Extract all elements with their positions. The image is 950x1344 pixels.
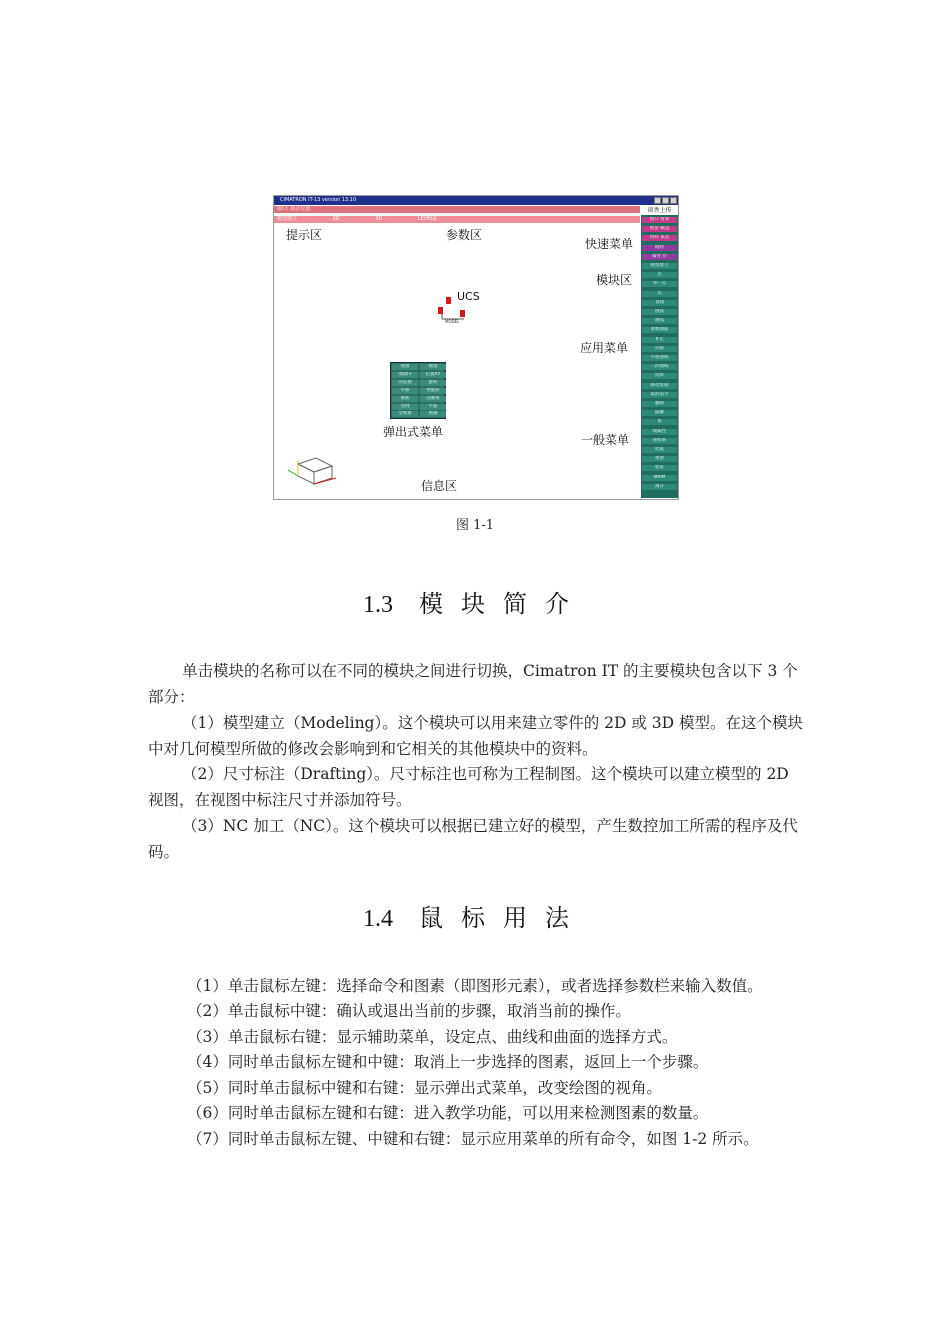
side-menu-item[interactable]: 验证 — [642, 465, 677, 471]
axis-box-icon — [284, 454, 344, 486]
popup-menu-item[interactable]: 动态视 — [392, 380, 418, 386]
label-quick-menu: 快速菜单 — [585, 237, 634, 251]
section-heading — [0, 584, 950, 619]
close-icon — [670, 197, 677, 204]
popup-menu-item[interactable]: 比例 — [392, 404, 418, 410]
svg-text:MODEL: MODEL — [445, 319, 460, 323]
module-item: （2）尺寸标注（Drafting）。尺寸标注也可称为工程制图。这个模块可以建立模型的 2D 视图，在视图中标注尺寸并添加符号。 — [148, 765, 789, 809]
side-menu-item[interactable]: 隐藏 — [642, 410, 677, 416]
module-item: （1）模型建立（Modeling）。这个模块可以用来建立零件的 2D 或 3D 模型。在这个模块中对几何模型所做的修改会影响到和它相关的其他模块中的资料。 — [148, 714, 804, 758]
param-field: LEVEL0 — [417, 216, 437, 222]
mouse-usage-item: （2）单击鼠标中键：确认或退出当前的步骤，取消当前的操作。 — [187, 1002, 631, 1020]
side-menu-item[interactable]: 单一点 — [642, 281, 677, 287]
popup-menu-item[interactable]: -缩放+ — [392, 372, 418, 378]
label-app-menu: 应用菜单 — [580, 341, 629, 355]
side-menu-item[interactable]: 离开 — [642, 484, 677, 490]
side-menu-item[interactable]: 线特 — [642, 245, 677, 251]
mouse-usage-item: （7）同时单击鼠标左键、中键和右键：显示应用菜单的所有命令，如图 1-2 所示。 — [187, 1130, 759, 1148]
label-general-menu: 一般菜单 — [581, 433, 630, 447]
minimize-icon — [654, 197, 661, 204]
popup-menu-item[interactable]: 物旋转 — [420, 388, 446, 394]
side-menu-item[interactable]: 平面曲线 — [642, 355, 677, 361]
side-menu-item[interactable]: 档案 — [642, 447, 677, 453]
section-heading — [0, 898, 950, 933]
side-menu-item[interactable]: 点 — [642, 291, 677, 297]
label-module-area: 模块区 — [596, 273, 633, 287]
label-param-area: 参数区 — [446, 228, 483, 242]
popup-menu — [390, 362, 446, 419]
side-menu-item[interactable]: 模型建立 — [642, 263, 677, 269]
label-info-area: 信息区 — [421, 479, 458, 493]
side-top-label: 窗香上传 — [641, 206, 678, 215]
side-menu-item[interactable]: 资料 讯息 — [642, 235, 677, 241]
param-field: 3D — [332, 216, 340, 222]
param-field: 3D — [375, 216, 383, 222]
param-field: 模型建立 — [277, 216, 298, 222]
side-menu-item[interactable]: 直线 — [642, 300, 677, 306]
side-menu-item[interactable]: 窗口 看菜 — [642, 217, 677, 223]
window-titlebar — [274, 196, 678, 205]
mouse-usage-item: （4）同时单击鼠标左键和中键：取消上一步选择的图素，返回上一个步骤。 — [187, 1053, 709, 1071]
side-menu-item[interactable]: 属性 层 — [642, 254, 677, 260]
mouse-usage-item: （6）同时单击鼠标左键和右键：进入教学功能，可以用来检测图素的数量。 — [187, 1104, 709, 1122]
section-title: 模块简介 — [419, 590, 587, 618]
mouse-usage-item: （1）单击鼠标左键：选择命令和图素（即图形元素），或者选择参数栏来输入数值。 — [187, 977, 763, 995]
label-ucs: UCS — [457, 290, 480, 303]
side-menu-item[interactable]: 点 — [642, 272, 677, 278]
side-menu-item[interactable]: 移动复制 — [642, 383, 677, 389]
side-menu-item[interactable]: 显 — [642, 419, 677, 425]
section-number: 1.3 — [363, 592, 393, 618]
side-menu-item[interactable]: 取消前令 — [642, 392, 677, 398]
ucs-icon — [434, 297, 470, 323]
popup-menu-item[interactable]: 平面 — [420, 404, 446, 410]
side-menu-item[interactable]: 补正 — [642, 337, 677, 343]
side-menu-item[interactable]: 投影 — [642, 373, 677, 379]
side-menu — [641, 215, 678, 498]
section-title: 鼠标用法 — [419, 904, 587, 932]
popup-menu-item[interactable]: 视角 — [420, 364, 446, 370]
side-menu-item[interactable]: 删除 — [642, 401, 677, 407]
popup-menu-item[interactable]: 重新 — [392, 396, 418, 402]
figure-caption: 图 1-1 — [455, 518, 495, 533]
side-menu-item[interactable]: 线属性 — [642, 429, 677, 435]
window-controls — [654, 197, 677, 204]
label-popup-menu: 弹出式菜单 — [383, 425, 444, 439]
maximize-icon — [662, 197, 669, 204]
side-menu-item[interactable]: MPIM — [642, 475, 677, 481]
popup-menu-item[interactable]: 全视窗 — [392, 411, 418, 417]
param-bar — [274, 216, 640, 223]
popup-menu-item[interactable]: 重画 — [420, 411, 446, 417]
mouse-usage-item: （3）单击鼠标右键：显示辅助菜单，设定点、曲线和曲面的选择方式。 — [187, 1028, 678, 1046]
popup-menu-item[interactable]: 平移 — [392, 388, 418, 394]
popup-menu-item[interactable]: 位置XY — [420, 372, 446, 378]
side-menu-item[interactable]: 参数曲面 — [642, 327, 677, 333]
side-menu-item[interactable]: 扫掠 — [642, 346, 677, 352]
popup-menu-item[interactable]: 视窗 — [392, 364, 418, 370]
section-number: 1.4 — [363, 906, 393, 932]
figure-screenshot — [273, 195, 679, 500]
side-menu-item[interactable]: 圆弧 — [642, 309, 677, 315]
side-menu-item[interactable]: 画弧 — [642, 318, 677, 324]
popup-menu-item[interactable]: 动画角 — [420, 396, 446, 402]
side-menu-item[interactable]: 视显 赋设 — [642, 226, 677, 232]
label-prompt-area: 提示区 — [286, 228, 323, 242]
section-intro: 单击模块的名称可以在不同的模块之间进行切换，Cimatron IT 的主要模块包含以下 3 个部分： — [148, 662, 798, 706]
window-title: CIMATRON IT-13 version 13.10 — [280, 197, 357, 203]
mouse-usage-item: （5）同时单击鼠标中键和右键：显示弹出式菜单，改变绘图的视角。 — [187, 1079, 662, 1097]
prompt-bar — [274, 206, 640, 213]
side-menu-item[interactable]: 座标系 — [642, 438, 677, 444]
module-item: （3）NC 加工（NC）。这个模块可以根据已建立好的模型，产生数控加工所需的程序及代码。 — [148, 817, 798, 861]
side-menu-item[interactable]: 视窗 — [642, 456, 677, 462]
prompt-text: 窗口: 指示位置 — [277, 206, 311, 212]
side-menu-item[interactable]: 二阶曲线 — [642, 364, 677, 370]
popup-menu-item[interactable]: 旋转 — [420, 380, 446, 386]
